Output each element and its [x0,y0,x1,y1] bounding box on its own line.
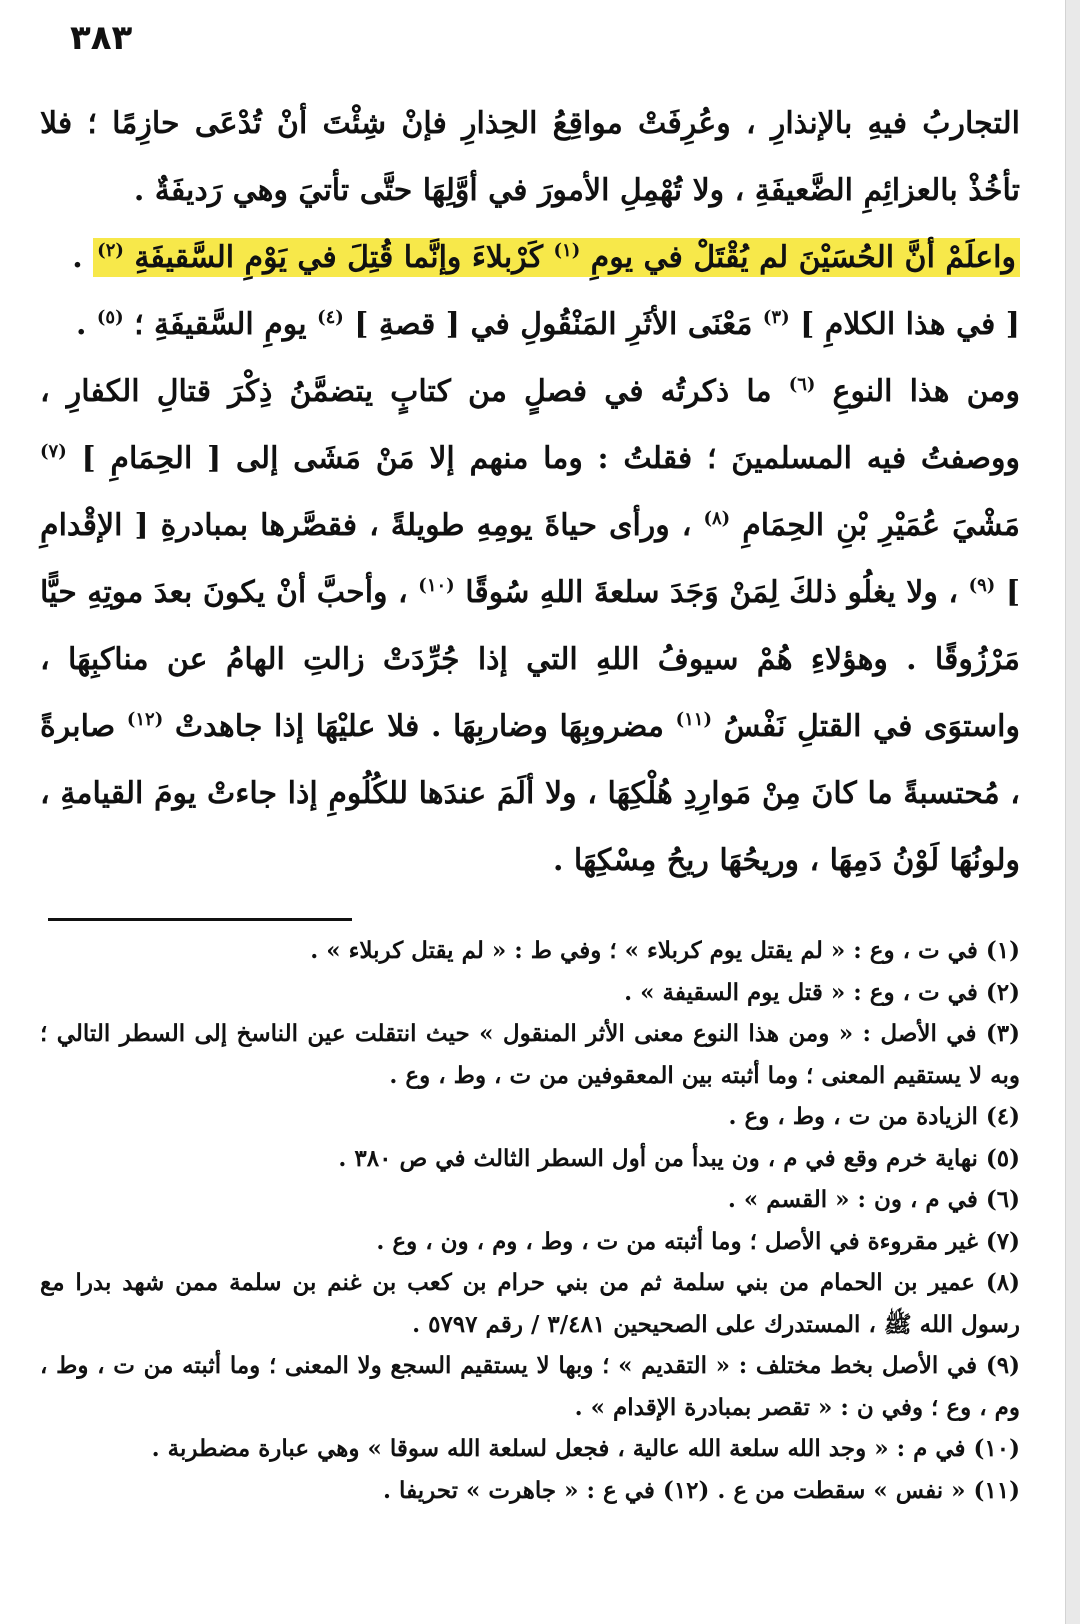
footnote-ref-8: (٨) [703,508,731,529]
footnote-5: (٥) نهاية خرم وقع في م ، ون يبدأ من أول السطر الثالث في ص ٣٨٠ . [338,1144,1020,1172]
main-text-2: ما ذكرتُه في فصلٍ من كتابٍ يتضمَّنُ ذِكْرَ قتالِ الكفارِ ، ووصفتُ فيه المسلمينَ ؛ فقلتُ : وما منهم إلا مَنْ مَشَى إلى [ الحِمَامِ ] [40,374,1020,476]
paragraph-main [40,358,1020,894]
footnote-9: (٩) في الأصل بخط مختلف : « التقديم » ؛ وبها لا يستقيم السجع ولا المعنى ؛ وما أثبته من ت ، وط ، وم ، وع ؛ وفي ن : « تقصر بمبادرة الإقدام » . [40,1352,1020,1421]
footnote-ref-1: (١) [553,240,581,261]
footnote-4: (٤) الزيادة من ت ، وط ، وع . [728,1103,1020,1130]
highlight-text-2: كَرْبلاءَ وإنَّما قُتِلَ في يَوْمِ السَّقيفَةِ [134,240,544,275]
main-text-4: ، ورأى حياةَ يومِهِ طويلةً ، فقصَّرها بمبادرةِ [ الإقْدامِ ] [40,508,1021,610]
main-text-3: مَشْيَ عُمَيْرِ بْنِ الحِمَامِ [742,508,1020,543]
paragraph-1: التجاربُ فيهِ بالإنذارِ ، وعُرِفَتْ مواقِعُ الحِذارِ فإنْ شِئْتَ أنْ تُدْعَى حازِمًا ؛ فلا تأخُذْ بالعزائِمِ الضَّعيفَةِ ، ولا تُهْمِلِ الأمورَ في أوَّلِهَا حتَّى تأتيَ وهي رَديفَةٌ . [40,106,1020,208]
footnote-ref-4: (٤) [317,307,344,328]
footnote-ref-12: (١٢) [126,709,164,730]
footnote-ref-2: (٢) [97,240,124,261]
highlight-text-1: واعلَمْ أنَّ الحُسَيْنَ لم يُقْتَلْ في يومِ [590,240,1016,275]
footnote-1: (١) في ت ، وع : « لم يقتل يوم كربلاء » ؛ وفي ط : « لم يقتل كربلاء » . [310,937,1020,964]
footnote-ref-3: (٣) [762,307,790,328]
footnotes [40,930,1020,1511]
footnote-7: (٧) غير مقروءة في الأصل ؛ وما أثبته من ت ، وط ، وم ، ون ، وع . [376,1227,1020,1255]
main-text-7: مضروبِهَا وضاربِهَا . فلا عليْهَا إذا جاهدتْ [174,709,664,744]
footnote-10: (١٠) في م : « وجد الله سلعة الله عالية ، فجعل لسلعة الله سوقا » وهي عبارة مضطربة . [151,1435,1020,1462]
paragraph-saqifa [40,291,1020,358]
highlight-end: . [72,240,83,275]
footnote-ref-9: (٩) [968,575,996,596]
footnote-2: (٢) في ت ، وع : « قتل يوم السقيفة » . [624,978,1020,1006]
footnote-ref-7: (٧) [40,441,67,462]
footnote-ref-5: (٥) [96,307,124,328]
main-text [40,90,1020,894]
main-text-1: ومن هذا النوعِ [832,374,1020,409]
saqifa-text-3: يومِ السَّقيفَةِ ؛ [134,307,307,342]
footnote-ref-10: (١٠) [418,575,455,596]
footnote-3: (٣) في الأصل : « ومن هذا النوع معنى الأثر المنقول » حيث انتقلت عين الناسخ إلى السطر التالي ؛ وبه لا يستقيم المعنى ؛ وما أثبته بين المعقوفين من ت ، وط ، وع . [40,1020,1020,1089]
footnote-divider [48,918,352,921]
main-text-5: ، ولا يغلُو ذلكَ لِمَنْ وَجَدَ سلعةَ اللهِ سُوقًا [465,575,959,610]
footnote-ref-11: (١١) [675,709,713,730]
page-edge-shadow [1065,0,1080,1624]
page-number: ٣٨٣ [70,18,133,58]
footnote-ref-6: (٦) [788,374,816,395]
saqifa-text-1: [ في هذا الكلامِ ] [800,307,1020,342]
footnote-8: (٨) عمير بن الحمام من بني سلمة ثم من بني حرام بن كعب بن غنم بن سلمة ممن شهد بدرا مع رسول الله ﷺ ، المستدرك على الصحيحين ٣/٤٨١ / رقم ٥٧٩٧ . [40,1269,1020,1338]
main-text-6: ، وأحبَّ أنْ يكونَ بعدَ موتِهِ حيًّا مَرْزُوقًا . وهؤلاءِ هُمْ سيوفُ اللهِ التي إذا جُرِّدَتْ زالتِ الهامُ عن مناكبِهَا ، واستوَى في القتلِ نَفْسُ [40,575,1021,744]
footnote-6: (٦) في م ، ون : « القسم » . [727,1186,1020,1213]
main-text-8: صابرةً ، مُحتسبةً ما كانَ مِنْ مَوارِدِ هُلْكِهَا ، ولا ألَمَ عندَها للكُلُومِ إذا جاءتْ يومَ القيامةِ ، ولونُهَا لَوْنُ دَمِهَا ، وريحُهَا ريحُ مِسْكِهَا . [40,709,1020,878]
saqifa-text-2: مَعْنَى الأثَرِ المَنْقُولِ في [ قصةِ ] [354,307,753,342]
highlighted-paragraph [40,224,1020,291]
highlighted-sentence [93,238,1020,277]
saqifa-end: . [75,307,87,342]
footnote-11-12: (١١) « نفس » سقطت من ع . (١٢) في ع : « جاهرت » تحريفا . [383,1476,1020,1504]
